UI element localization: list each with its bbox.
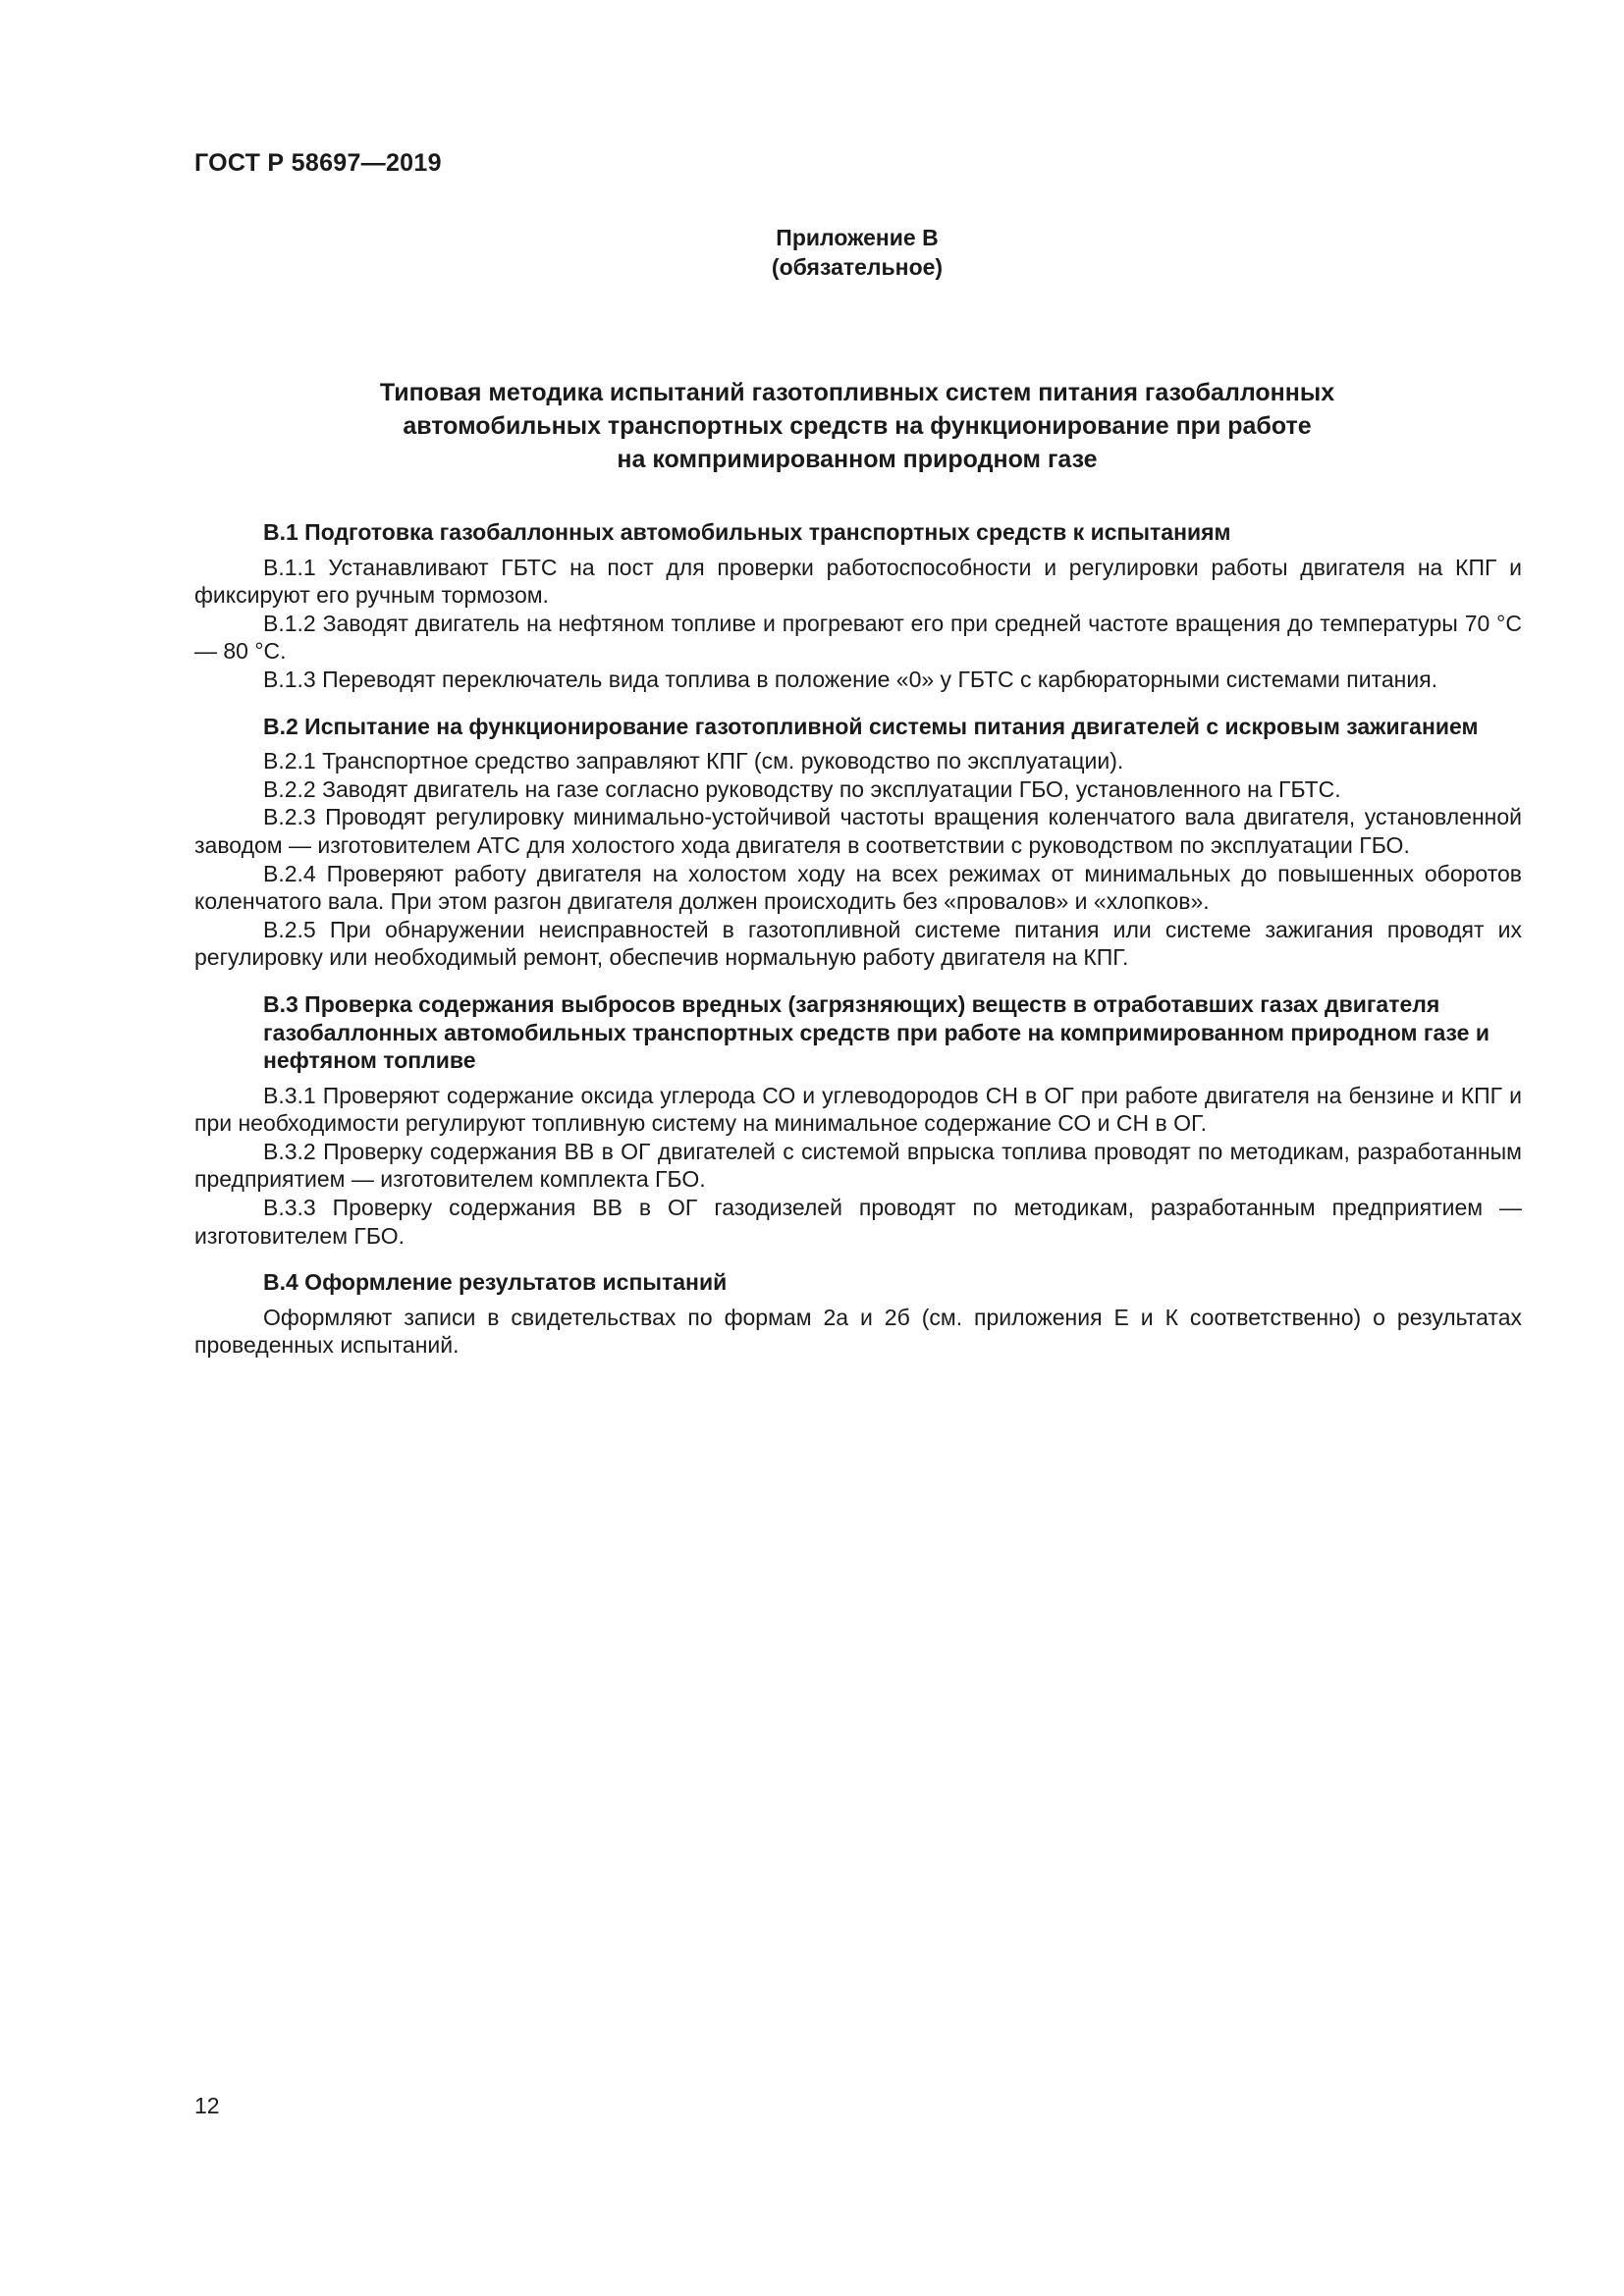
section-heading: В.4 Оформление результатов испытаний [263, 1269, 728, 1296]
document-title-line: автомобильных транспортных средств на функционирование при работе [403, 412, 1312, 440]
section-heading: В.1 Подготовка газобаллонных автомобильных транспортных средств к испытаниям [263, 519, 1231, 545]
section-b2 [194, 713, 1522, 972]
document-body [194, 518, 1522, 1360]
paragraph: В.3.1 Проверяют содержание оксида углерода СО и углеводородов СН в ОГ при работе двигателя на бензине и КПГ и при необходимости регулируют топливную систему на минимальное содержание СО и СН в ОГ. [194, 1082, 1522, 1137]
section-heading: В.3 Проверка содержания выбросов вредных (загрязняющих) веществ в отработавших газах двигателя газобаллонных автомобильных транспортных средств при работе на компримированном природном газе и нефтяном топливе [263, 990, 1490, 1074]
section-heading: В.2 Испытание на функционирование газотопливной системы питания двигателей с искровым зажиганием [263, 713, 1479, 739]
appendix-title: Приложение В [776, 225, 939, 250]
document-title-line: Типовая методика испытаний газотопливных систем питания газобаллонных [379, 379, 1335, 406]
paragraph: В.2.3 Проводят регулировку минимально-устойчивой частоты вращения коленчатого вала двигателя, установленной заводом — изготовителем АТС для холостого хода двигателя в соответствии с руководством по эксплуатации ГБО. [194, 804, 1522, 858]
document-title [194, 376, 1520, 476]
section-b1 [194, 518, 1522, 694]
standard-designation: ГОСТ Р 58697—2019 [194, 149, 442, 177]
paragraph: В.2.2 Заводят двигатель на газе согласно руководству по эксплуатации ГБО, установленного на ГБТС. [263, 775, 1341, 802]
paragraph: Оформляют записи в свидетельствах по формам 2а и 2б (см. приложения Е и К соответственно) о результатах проведенных испытаний. [194, 1304, 1522, 1359]
appendix-label [194, 223, 1520, 282]
appendix-status: (обязательное) [771, 254, 944, 280]
page-number: 12 [194, 2093, 220, 2118]
paragraph: В.1.2 Заводят двигатель на нефтяном топливе и прогревают его при средней частоте вращения до температуры 70 °С — 80 °С. [194, 610, 1522, 665]
paragraph: В.2.4 Проверяют работу двигателя на холостом ходу на всех режимах от минимальных до повышенных оборотов коленчатого вала. При этом разгон двигателя должен происходить без «провалов» и «хлопков». [194, 860, 1522, 915]
paragraph: В.1.1 Устанавливают ГБТС на пост для проверки работоспособности и регулировки работы двигателя на КПГ и фиксируют его ручным тормозом. [194, 554, 1522, 609]
paragraph: В.2.5 При обнаружении неисправностей в газотопливной системе питания или системе зажигания проводят их регулировку или необходимый ремонт, обеспечив нормальную работу двигателя на КПГ. [194, 916, 1522, 971]
paragraph: В.2.1 Транспортное средство заправляют КПГ (см. руководство по эксплуатации). [263, 748, 1124, 774]
section-b4 [194, 1268, 1522, 1360]
document-title-line: на компримированном природном газе [617, 446, 1098, 473]
section-b3 [194, 990, 1522, 1250]
paragraph: В.1.3 Переводят переключатель вида топлива в положение «0» у ГБТС с карбюраторными системами питания. [263, 666, 1438, 692]
paragraph: В.3.2 Проверку содержания ВВ в ОГ двигателей с системой впрыска топлива проводят по методикам, разработанным предприятием — изготовителем комплекта ГБО. [194, 1138, 1522, 1193]
paragraph: В.3.3 Проверку содержания ВВ в ОГ газодизелей проводят по методикам, разработанным предприятием — изготовителем ГБО. [194, 1195, 1522, 1249]
